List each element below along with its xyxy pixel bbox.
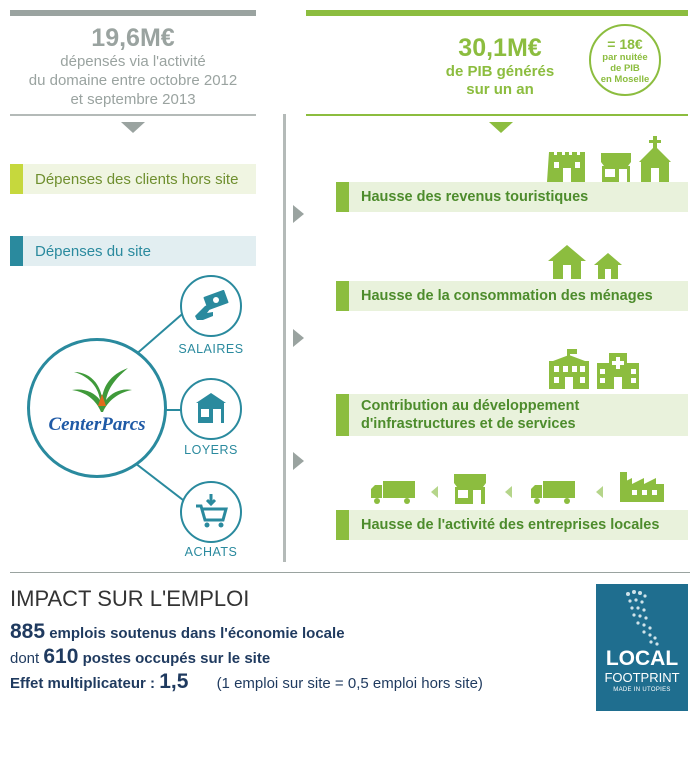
church-icon bbox=[637, 136, 673, 182]
factory-icon bbox=[618, 470, 666, 502]
multiplier-value: 1,5 bbox=[159, 670, 189, 693]
shop-small-icon bbox=[452, 472, 488, 504]
vertical-divider bbox=[283, 114, 286, 562]
badge-line3: en Moselle bbox=[600, 74, 650, 85]
logo-line3: MADE IN UTOPIES bbox=[613, 687, 671, 693]
left-desc-line2: du domaine entre octobre 2012 bbox=[28, 72, 238, 89]
impact-line2 bbox=[10, 645, 270, 669]
onsite-jobs-text: postes occupés sur le site bbox=[82, 650, 271, 667]
centerparcs-bird-icon bbox=[68, 362, 134, 414]
onsite-jobs-count: 610 bbox=[43, 645, 79, 668]
infrastructure-label bbox=[349, 397, 579, 433]
chain-arrow-1 bbox=[431, 486, 438, 498]
left-amount: 19,6M€ bbox=[91, 24, 175, 52]
multiplier-label: Effet multiplicateur : bbox=[10, 675, 156, 692]
achats-label: ACHATS bbox=[184, 545, 238, 559]
local-business-box bbox=[336, 510, 688, 540]
multiplier-note: (1 emploi sur site = 0,5 emploi hors site) bbox=[216, 675, 483, 692]
impact-line3 bbox=[10, 670, 483, 694]
badge-line2: de PIB bbox=[610, 63, 640, 74]
truck-icon bbox=[369, 479, 417, 505]
flow-arrow-2 bbox=[293, 329, 304, 347]
left-desc-line3: et septembre 2013 bbox=[70, 91, 196, 108]
impact-line1 bbox=[10, 620, 345, 644]
local-footprint-logo bbox=[596, 584, 688, 711]
onsite-prefix: dont bbox=[10, 650, 40, 667]
right-desc bbox=[400, 63, 600, 99]
per-night-badge bbox=[589, 24, 661, 96]
offsite-spend-label: Dépenses des clients hors site bbox=[35, 170, 239, 188]
infrastructure-line2: d'infrastructures et de services bbox=[361, 416, 576, 432]
house-large-icon bbox=[546, 243, 588, 281]
impact-title: IMPACT SUR L'EMPLOI bbox=[10, 586, 250, 611]
jobs-supported-text: emplois soutenus dans l'économie locale bbox=[49, 625, 345, 642]
school-icon bbox=[547, 349, 591, 389]
local-business-label: Hausse de l'activité des entreprises locales bbox=[361, 517, 660, 533]
money-icon bbox=[193, 290, 231, 322]
household-consumption-label: Hausse de la consommation des ménages bbox=[361, 288, 653, 304]
centerparcs-logo-text: CenterParcs bbox=[48, 414, 146, 435]
logo-line1: LOCAL bbox=[605, 647, 679, 670]
logo-line2: FOOTPRINT bbox=[604, 670, 680, 685]
shop-icon bbox=[599, 151, 633, 182]
section-divider bbox=[10, 572, 690, 573]
flow-arrow-3 bbox=[293, 452, 304, 470]
shopping-cart-icon bbox=[193, 492, 229, 530]
onsite-spend-label: Dépenses du site bbox=[35, 242, 151, 260]
store-icon bbox=[193, 391, 229, 425]
badge-line1: par nuitée bbox=[602, 52, 648, 63]
tourism-revenue-label: Hausse des revenus touristiques bbox=[361, 189, 589, 205]
right-divider bbox=[306, 114, 688, 116]
truck-icon-2 bbox=[529, 479, 577, 505]
loyers-label: LOYERS bbox=[184, 443, 238, 457]
right-desc-line2: sur un an bbox=[466, 81, 534, 98]
castle-icon bbox=[547, 148, 587, 182]
hospital-icon bbox=[595, 353, 641, 389]
jobs-supported-count: 885 bbox=[10, 620, 46, 643]
chain-arrow-2 bbox=[505, 486, 512, 498]
chain-arrow-3 bbox=[596, 486, 603, 498]
house-small-icon bbox=[592, 251, 624, 281]
infrastructure-line1: Contribution au développement bbox=[361, 398, 580, 414]
salaires-label: SALAIRES bbox=[178, 342, 244, 356]
household-consumption-box bbox=[336, 281, 688, 311]
right-amount: 30,1M€ bbox=[458, 34, 542, 62]
right-header-bar bbox=[306, 10, 688, 16]
footprint-icon bbox=[596, 584, 688, 648]
flow-arrow-1 bbox=[293, 205, 304, 223]
badge-value: = 18€ bbox=[607, 36, 643, 52]
tourism-revenue-box bbox=[336, 182, 688, 212]
right-down-arrow bbox=[489, 122, 513, 133]
infrastructure-box bbox=[336, 394, 688, 436]
left-desc-line1: dépensés via l'activité bbox=[60, 53, 206, 70]
right-desc-line1: de PIB générés bbox=[445, 63, 555, 80]
